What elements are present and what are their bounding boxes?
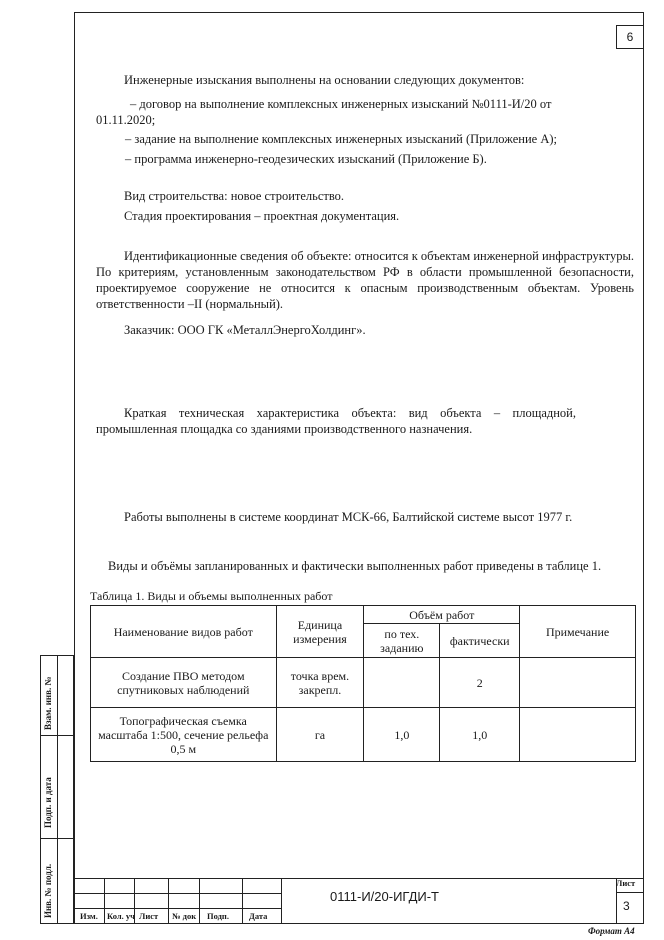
- title-block-row2: [74, 908, 281, 909]
- tb-col-3: [168, 878, 169, 924]
- header-unit: Единица измерения: [276, 606, 364, 658]
- tb-list: Лист: [139, 911, 159, 921]
- tb-data: Дата: [249, 911, 268, 921]
- row-actual: 2: [440, 658, 520, 708]
- row-planned: [364, 658, 440, 708]
- tb-ndok: № док: [172, 911, 197, 921]
- row-note: [520, 708, 636, 762]
- row-unit: га: [276, 708, 364, 762]
- page-frame: [74, 12, 644, 924]
- list-item-program: – программа инженерно-геодезических изысканий (Приложение Б).: [125, 152, 487, 166]
- sheet-sep: [616, 892, 644, 893]
- customer: Заказчик: ООО ГК «МеталлЭнергоХолдинг».: [124, 323, 366, 337]
- tb-col-1: [104, 878, 105, 924]
- list-item-contract-date: 01.11.2020;: [96, 113, 156, 127]
- tb-col-6: [281, 878, 282, 924]
- row-name: Создание ПВО методом спутниковых наблюдений: [91, 658, 277, 708]
- row-actual: 1,0: [440, 708, 520, 762]
- page-number-box: 6: [616, 25, 644, 49]
- design-stage: Стадия проектирования – проектная документация.: [124, 209, 400, 223]
- header-note: Примечание: [520, 606, 636, 658]
- table-caption: Таблица 1. Виды и объемы выполненных работ: [90, 589, 333, 603]
- side-label-inv: Инв. № подл.: [43, 863, 53, 918]
- side-sep-1: [40, 735, 74, 736]
- header-volume: Объём работ: [364, 606, 520, 624]
- sheet-label: Лист: [616, 878, 636, 888]
- side-label-vzam: Взам. инв. №: [43, 676, 53, 730]
- table-row: [91, 708, 636, 762]
- table-row: [91, 658, 636, 708]
- construction-type: Вид строительства: новое строительство.: [124, 189, 345, 203]
- row-name: Топографическая съемка масштаба 1:500, сечение рельефа 0,5 м: [91, 708, 277, 762]
- document-code: 0111-И/20-ИГДИ-Т: [330, 889, 439, 904]
- sheet-number: 3: [623, 899, 630, 913]
- title-block-top: [74, 878, 644, 879]
- row-note: [520, 658, 636, 708]
- side-divider: [57, 655, 58, 924]
- side-sep-2: [40, 838, 74, 839]
- row-unit: точка врем. закрепл.: [276, 658, 364, 708]
- tb-podp: Подп.: [207, 911, 229, 921]
- list-item-contract: – договор на выполнение комплексных инженерных изысканий №0111-И/20 от: [130, 97, 552, 111]
- tb-col-5: [242, 878, 243, 924]
- row-planned: 1,0: [364, 708, 440, 762]
- characteristics-paragraph: Краткая техническая характеристика объекта: вид объекта – площадной, промышленная площадка со зданиями производственного назначения.: [96, 406, 576, 436]
- coordinates-paragraph: Работы выполнены в системе координат МСК-66, Балтийской системе высот 1977 г.: [124, 510, 573, 524]
- tb-kol: Кол. уч: [107, 911, 135, 921]
- list-item-assignment: – задание на выполнение комплексных инженерных изысканий (Приложение А);: [125, 132, 557, 146]
- header-actual: фактически: [440, 624, 520, 658]
- tb-col-4: [199, 878, 200, 924]
- header-name: Наименование видов работ: [91, 606, 277, 658]
- works-table: [90, 605, 636, 762]
- side-label-podp: Подп. и дата: [43, 777, 53, 828]
- identification-paragraph: Идентификационные сведения об объекте: относится к объектам инженерной инфраструктуры. По критериям, установленным законодательством РФ в области промышленной безопасности, проектируемое сооружение не относится к опасным производственным объектам. Уровень ответственности –II (нормальный).: [96, 249, 634, 311]
- intro-paragraph: Инженерные изыскания выполнены на основании следующих документов:: [124, 73, 525, 87]
- format-label: Формат А4: [588, 926, 635, 936]
- header-planned: по тех. заданию: [364, 624, 440, 658]
- volumes-intro: Виды и объёмы запланированных и фактически выполненных работ приведены в таблице 1.: [108, 559, 602, 573]
- tb-izm: Изм.: [80, 911, 98, 921]
- title-block-row1: [74, 893, 281, 894]
